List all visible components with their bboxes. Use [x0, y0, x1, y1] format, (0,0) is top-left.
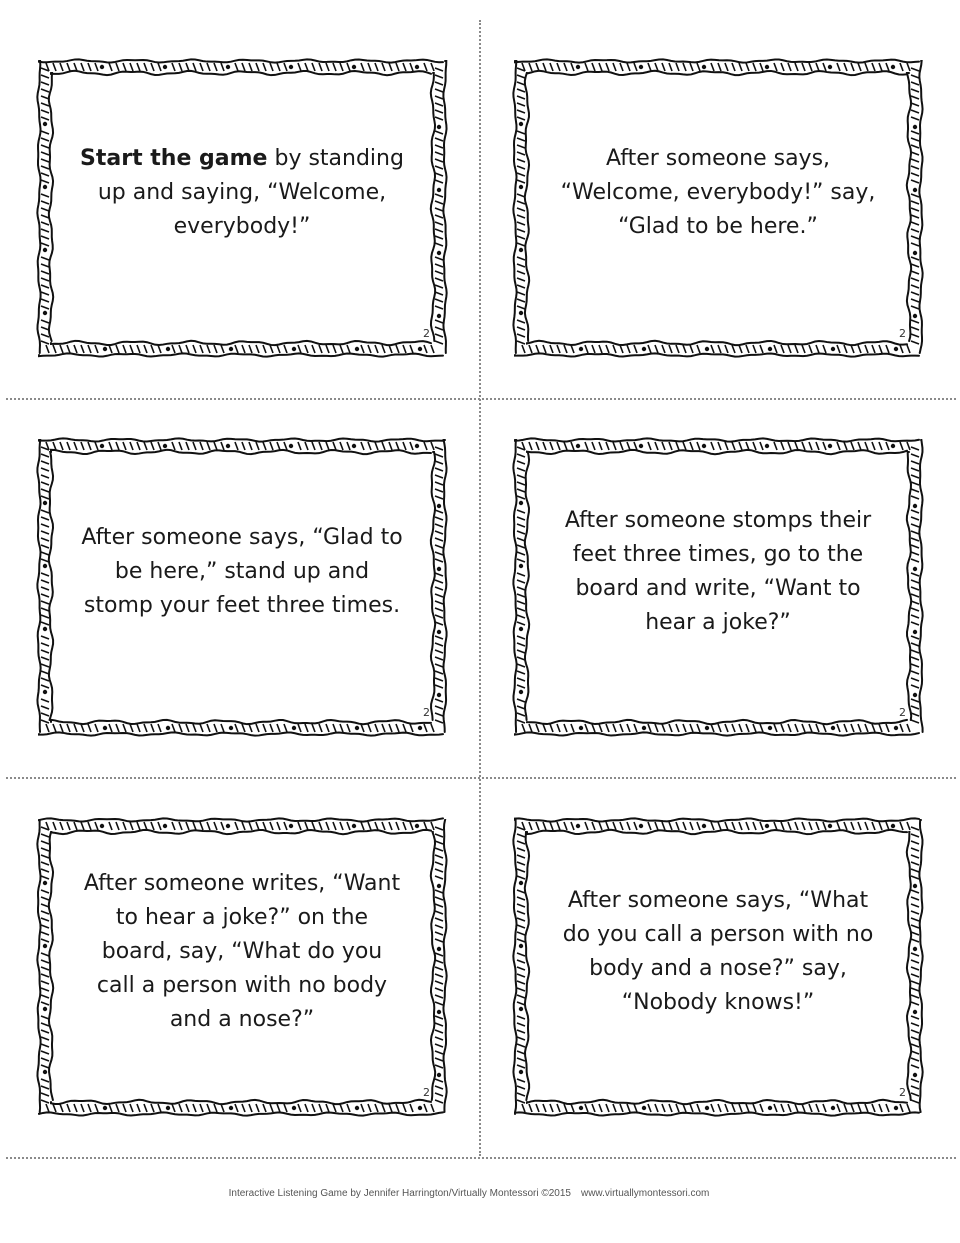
card-number: 2	[899, 1086, 906, 1099]
card-body-text: After someone says, “Glad to be here,” stand up and stomp your feet three times.	[81, 525, 403, 618]
card-body-text: After someone says, “Welcome, everybody!” say, “Glad to be here.”	[560, 146, 876, 239]
card-number: 2	[899, 706, 906, 719]
task-card	[36, 817, 448, 1117]
horizontal-cut-line	[6, 398, 956, 400]
footer-url: www.virtuallymontessori.com	[580, 1188, 710, 1199]
card-text	[556, 463, 880, 697]
card-text	[556, 843, 880, 1077]
horizontal-cut-line	[6, 1157, 956, 1159]
card-text	[80, 843, 404, 1077]
page-footer	[0, 1188, 938, 1199]
card-body-text: After someone writes, “Want to hear a joke?” on the board, say, “What do you call a person with no body and a nose?”	[83, 871, 401, 1032]
card-number: 2	[899, 327, 906, 340]
task-card	[512, 58, 924, 358]
card-number: 2	[423, 327, 430, 340]
task-card	[36, 58, 448, 358]
horizontal-cut-line	[6, 777, 956, 779]
card-body-text: by standing up and saying, “Welcome, everybody!”	[97, 146, 404, 239]
task-card	[36, 437, 448, 737]
card-number: 2	[423, 706, 430, 719]
task-card	[512, 437, 924, 737]
card-number: 2	[423, 1086, 430, 1099]
card-text	[80, 84, 404, 318]
card-text	[556, 84, 880, 318]
card-body-text: After someone says, “What do you call a person with no body and a nose?” say, “Nobody knows!”	[562, 888, 874, 1015]
task-card	[512, 817, 924, 1117]
vertical-cut-line	[479, 20, 481, 1156]
footer-credit: Interactive Listening Game by Jennifer Harrington/Virtually Montessori ©2015	[228, 1188, 571, 1199]
card-text	[80, 463, 404, 697]
card-body-text: After someone stomps their feet three times, go to the board and write, “Want to hear a joke?”	[564, 508, 872, 635]
card-bold-text: Start the game	[80, 146, 268, 171]
